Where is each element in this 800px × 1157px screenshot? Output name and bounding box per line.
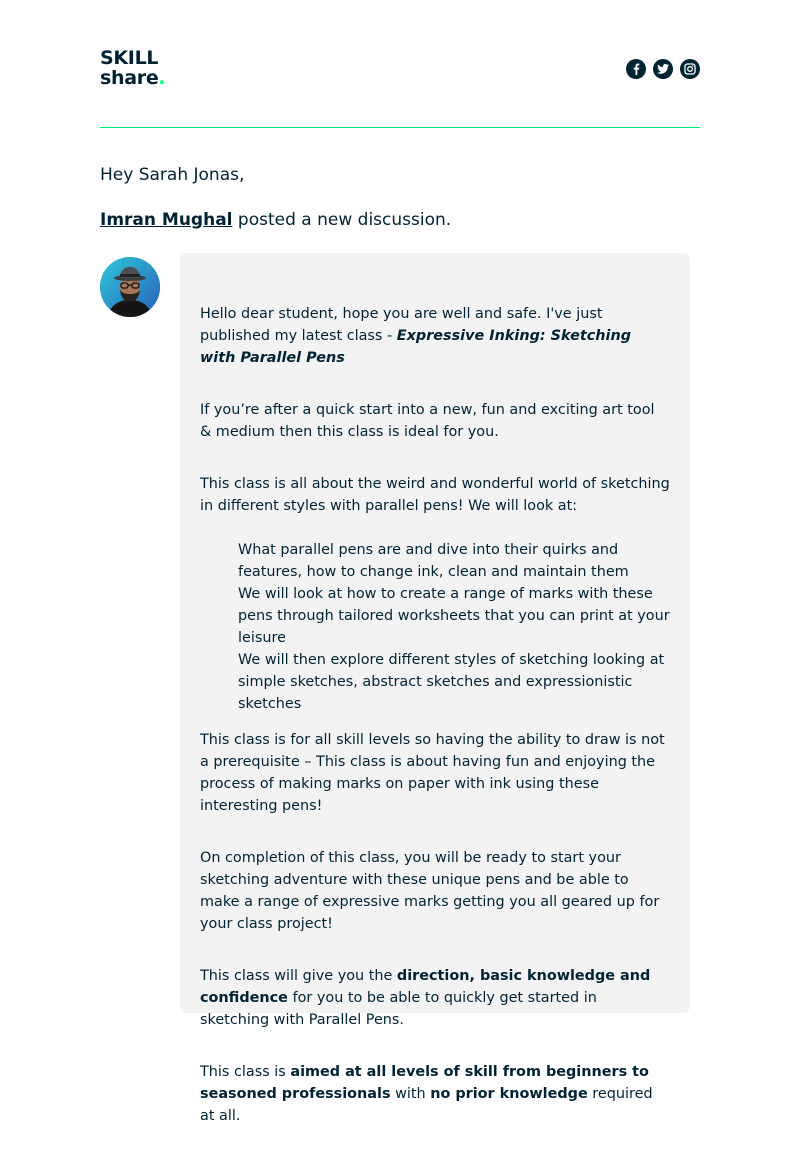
header-divider (100, 127, 700, 128)
discussion-paragraph: This class is all about the weird and wonderful world of sketching in different styles with parallel pens! We will look at: (200, 476, 670, 514)
twitter-icon[interactable] (653, 59, 673, 79)
logo-line-2: share. (100, 67, 166, 89)
topics-list (200, 539, 670, 715)
author-link[interactable]: Imran Mughal (100, 210, 233, 230)
discussion-paragraph: This class will give you the direction, basic knowledge and confidence for you to be able to quickly get started in sketching with Parallel Pens. (200, 968, 651, 1028)
instagram-icon[interactable] (680, 59, 700, 79)
list-item: We will then explore different styles of sketching looking at simple sketches, abstract sketches and expressionistic sketches (238, 652, 665, 712)
logo-line-1: SKILL (100, 47, 159, 69)
author-avatar[interactable] (100, 257, 160, 317)
greeting: Hey Sarah Jonas, (100, 165, 245, 185)
list-item: What parallel pens are and dive into their quirks and features, how to change ink, clean and maintain them (238, 542, 629, 580)
discussion-paragraph: On completion of this class, you will be ready to start your sketching adventure with these unique pens and be able to make a range of expressive marks getting you all geared up for your class project! (200, 850, 660, 932)
social-links (626, 59, 700, 79)
class-title: Expressive Inking: Sketching with Parallel Pens (200, 328, 631, 366)
email-header (100, 48, 700, 90)
discussion-body (200, 303, 670, 1157)
skillshare-logo[interactable] (100, 48, 165, 88)
discussion-paragraph: This class is aimed at all levels of skill from beginners to seasoned professionals with no prior knowledge required at all. (200, 1064, 653, 1124)
facebook-icon[interactable] (626, 59, 646, 79)
notice-text: posted a new discussion. (232, 210, 452, 230)
discussion-paragraph: If you’re after a quick start into a new, fun and exciting art tool & medium then this class is ideal for you. (200, 402, 655, 440)
list-item: We will look at how to create a range of marks with these pens through tailored worksheets that you can print at your leisure (238, 586, 670, 646)
discussion-paragraph: Hello dear student, hope you are well and safe. I've just published my latest class - Expressive Inking: Sketching with Parallel Pens (200, 306, 631, 366)
discussion-paragraph: This class is for all skill levels so having the ability to draw is not a prerequisite – This class is about having fun and enjoying the process of making marks on paper with ink using these interesting pens! (200, 732, 665, 814)
discussion-notice (100, 209, 451, 231)
